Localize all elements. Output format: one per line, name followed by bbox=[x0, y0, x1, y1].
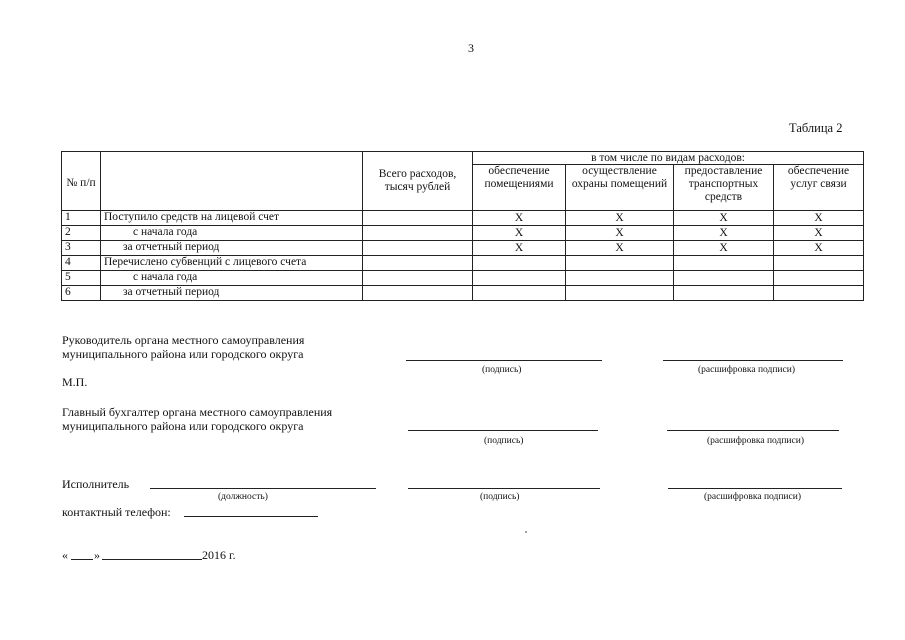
page-number: 3 bbox=[468, 41, 474, 55]
row-mark bbox=[674, 271, 774, 286]
row-total bbox=[363, 211, 473, 226]
row-mark: X bbox=[473, 226, 566, 241]
row-mark: X bbox=[566, 211, 674, 226]
row-mark bbox=[473, 286, 566, 301]
head-decode-line[interactable] bbox=[663, 360, 843, 361]
row-mark: X bbox=[674, 211, 774, 226]
date-day-line[interactable] bbox=[71, 559, 93, 560]
row-total bbox=[363, 286, 473, 301]
row-number: 2 bbox=[62, 226, 101, 241]
row-mark: X bbox=[473, 211, 566, 226]
table-row bbox=[62, 211, 864, 226]
row-mark bbox=[674, 256, 774, 271]
phone-line[interactable] bbox=[184, 516, 318, 517]
accountant-signature-caption: (подпись) bbox=[484, 436, 524, 446]
date-close-quote: » bbox=[94, 548, 100, 562]
table-row bbox=[62, 256, 864, 271]
row-number: 5 bbox=[62, 271, 101, 286]
row-mark bbox=[774, 286, 864, 301]
accountant-title-line2: муниципального района или городского округа bbox=[62, 419, 304, 433]
table-row bbox=[62, 241, 864, 256]
header-total: Всего расходов, тысяч рублей bbox=[363, 152, 473, 211]
row-label: за отчетный период bbox=[101, 241, 363, 256]
date-open-quote: « bbox=[62, 548, 68, 562]
executor-label: Исполнитель bbox=[62, 477, 130, 491]
header-col-security: осуществление охраны помещений bbox=[566, 165, 674, 211]
row-number: 6 bbox=[62, 286, 101, 301]
row-mark bbox=[473, 271, 566, 286]
row-mark bbox=[774, 271, 864, 286]
row-total bbox=[363, 241, 473, 256]
head-signature-caption: (подпись) bbox=[482, 365, 522, 375]
expense-table bbox=[61, 151, 864, 301]
executor-signature-line[interactable] bbox=[408, 488, 600, 489]
row-mark bbox=[566, 256, 674, 271]
row-mark: X bbox=[774, 241, 864, 256]
row-total bbox=[363, 271, 473, 286]
row-mark bbox=[473, 256, 566, 271]
row-mark bbox=[566, 286, 674, 301]
row-total bbox=[363, 256, 473, 271]
executor-signature-caption: (подпись) bbox=[480, 492, 520, 502]
accountant-signature-line[interactable] bbox=[408, 430, 598, 431]
row-mark: X bbox=[674, 241, 774, 256]
header-col-communication: обеспечение услуг связи bbox=[774, 165, 864, 211]
row-label: Перечислено субвенций с лицевого счета bbox=[101, 256, 363, 271]
executor-decode-caption: (расшифровка подписи) bbox=[704, 492, 801, 502]
row-mark: X bbox=[566, 226, 674, 241]
row-label: с начала года bbox=[101, 226, 363, 241]
head-decode-caption: (расшифровка подписи) bbox=[698, 365, 795, 375]
row-mark: X bbox=[674, 226, 774, 241]
row-mark: X bbox=[566, 241, 674, 256]
table-row bbox=[62, 286, 864, 301]
header-group: в том числе по видам расходов: bbox=[473, 152, 864, 165]
table-row bbox=[62, 271, 864, 286]
row-number: 4 bbox=[62, 256, 101, 271]
executor-decode-line[interactable] bbox=[668, 488, 842, 489]
head-title-line2: муниципального района или городского округа bbox=[62, 347, 304, 361]
table-row bbox=[62, 226, 864, 241]
header-blank bbox=[101, 152, 363, 211]
table-title: Таблица 2 bbox=[789, 121, 843, 135]
row-label: с начала года bbox=[101, 271, 363, 286]
header-col-premises: обеспечение помещениями bbox=[473, 165, 566, 211]
header-col-transport: предоставление транспортных средств bbox=[674, 165, 774, 211]
row-mark bbox=[774, 256, 864, 271]
row-mark bbox=[566, 271, 674, 286]
date-year: 2016 г. bbox=[202, 548, 236, 562]
phone-label: контактный телефон: bbox=[62, 505, 171, 519]
stamp-label: М.П. bbox=[62, 375, 88, 389]
row-mark: X bbox=[473, 241, 566, 256]
row-mark: X bbox=[774, 211, 864, 226]
head-signature-line[interactable] bbox=[406, 360, 602, 361]
row-mark bbox=[674, 286, 774, 301]
accountant-decode-line[interactable] bbox=[667, 430, 839, 431]
row-label: Поступило средств на лицевой счет bbox=[101, 211, 363, 226]
executor-position-line[interactable] bbox=[150, 488, 376, 489]
row-number: 1 bbox=[62, 211, 101, 226]
row-number: 3 bbox=[62, 241, 101, 256]
row-mark: X bbox=[774, 226, 864, 241]
accountant-title-line1: Главный бухгалтер органа местного самоуправления bbox=[62, 405, 333, 419]
row-total bbox=[363, 226, 473, 241]
scan-dot bbox=[525, 531, 527, 533]
head-title-line1: Руководитель органа местного самоуправления bbox=[62, 333, 305, 347]
row-label: за отчетный период bbox=[101, 286, 363, 301]
executor-position-caption: (должность) bbox=[218, 492, 268, 502]
header-num: № п/п bbox=[62, 152, 101, 211]
accountant-decode-caption: (расшифровка подписи) bbox=[707, 436, 804, 446]
date-month-line[interactable] bbox=[102, 559, 202, 560]
